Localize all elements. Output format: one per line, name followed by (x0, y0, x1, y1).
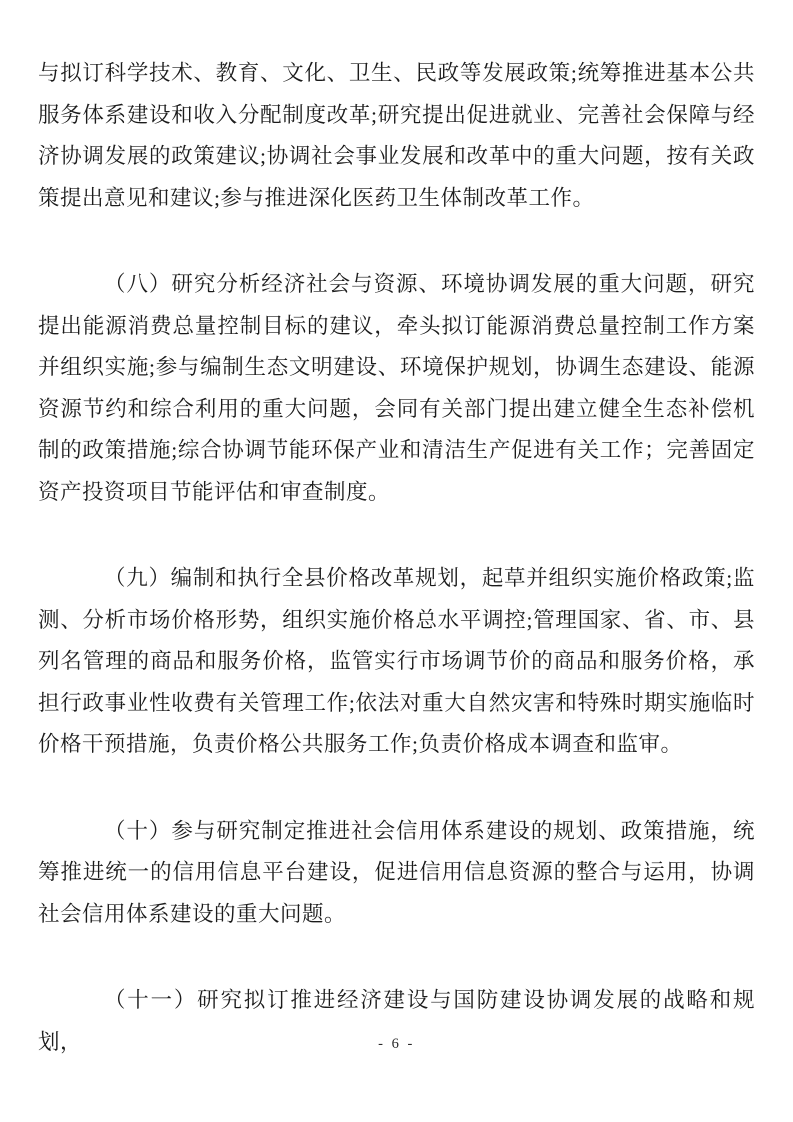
paragraph-item-11: （十一）研究拟订推进经济建设与国防建设协调发展的战略和规划， (38, 988, 755, 1054)
page-number: - 6 - (378, 1036, 415, 1052)
paragraph-item-9: （九）编制和执行全县价格改革规划，起草并组织实施价格政策;监测、分析市场价格形势，组织实施价格总水平调控;管理国家、省、市、县列名管理的商品和服务价格，监管实行市场调节价的商品和服务价格，承担行政事业性收费有关管理工作;依法对重大自然灾害和特殊时期实施临时价格干预措施，负责价格公共服务工作;负责价格成本调查和监审。 (38, 566, 755, 756)
paragraph-continued: 与拟订科学技术、教育、文化、卫生、民政等发展政策;统筹推进基本公共服务体系建设和收入分配制度改革;研究提出促进就业、完善社会保障与经济协调发展的政策建议;协调社会事业发展和改革中的重大问题，按有关政策提出意见和建议;参与推进深化医药卫生体制改革工作。 (38, 61, 755, 210)
paragraph-item-8: （八）研究分析经济社会与资源、环境协调发展的重大问题，研究提出能源消费总量控制目标的建议，牵头拟订能源消费总量控制工作方案并组织实施;参与编制生态文明建设、环境保护规划，协调生态建设、能源资源节约和综合利用的重大问题，会同有关部门提出建立健全生态补偿机制的政策措施;综合协调节能环保产业和清洁生产促进有关工作；完善固定资产投资项目节能评估和审查制度。 (38, 272, 755, 504)
paragraph-item-10: （十）参与研究制定推进社会信用体系建设的规划、政策措施，统筹推进统一的信用信息平台建设，促进信用信息资源的整合与运用，协调社会信用体系建设的重大问题。 (38, 818, 755, 926)
